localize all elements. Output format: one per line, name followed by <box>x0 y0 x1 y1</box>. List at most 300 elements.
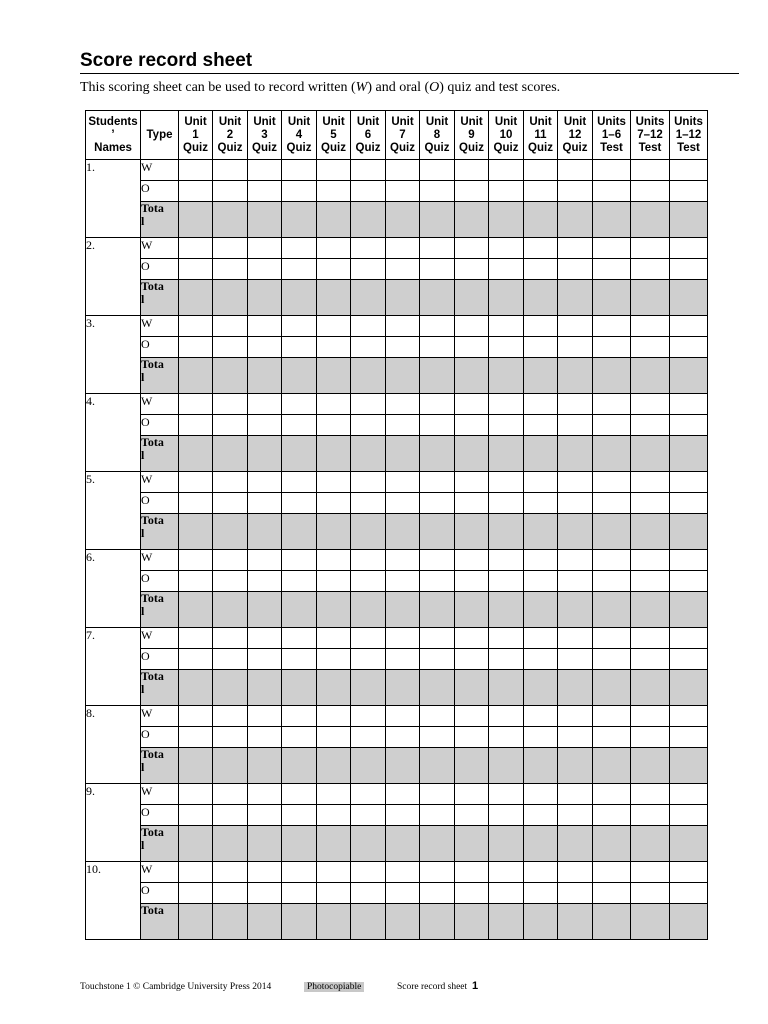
score-cell[interactable] <box>670 259 708 280</box>
score-cell[interactable] <box>179 436 213 472</box>
score-cell[interactable] <box>593 670 631 706</box>
score-cell[interactable] <box>489 805 524 826</box>
score-cell[interactable] <box>524 805 558 826</box>
score-cell[interactable] <box>179 316 213 337</box>
score-cell[interactable] <box>631 727 670 748</box>
score-cell[interactable] <box>386 670 420 706</box>
score-cell[interactable] <box>420 826 455 862</box>
score-cell[interactable] <box>179 628 213 649</box>
score-cell[interactable] <box>317 436 351 472</box>
score-cell[interactable] <box>631 493 670 514</box>
score-cell[interactable] <box>317 706 351 727</box>
score-cell[interactable] <box>386 493 420 514</box>
score-cell[interactable] <box>386 415 420 436</box>
score-cell[interactable] <box>317 592 351 628</box>
score-cell[interactable] <box>317 358 351 394</box>
score-cell[interactable] <box>558 550 593 571</box>
score-cell[interactable] <box>593 280 631 316</box>
score-cell[interactable] <box>670 805 708 826</box>
score-cell[interactable] <box>558 514 593 550</box>
score-cell[interactable] <box>455 181 489 202</box>
score-cell[interactable] <box>593 727 631 748</box>
score-cell[interactable] <box>558 649 593 670</box>
score-cell[interactable] <box>317 628 351 649</box>
score-cell[interactable] <box>593 358 631 394</box>
score-cell[interactable] <box>489 706 524 727</box>
score-cell[interactable] <box>524 826 558 862</box>
score-cell[interactable] <box>420 316 455 337</box>
score-cell[interactable] <box>420 628 455 649</box>
score-cell[interactable] <box>282 592 317 628</box>
score-cell[interactable] <box>248 706 282 727</box>
score-cell[interactable] <box>524 472 558 493</box>
score-cell[interactable] <box>213 181 248 202</box>
score-cell[interactable] <box>558 316 593 337</box>
score-cell[interactable] <box>558 202 593 238</box>
score-cell[interactable] <box>248 316 282 337</box>
score-cell[interactable] <box>593 862 631 883</box>
score-cell[interactable] <box>558 160 593 181</box>
score-cell[interactable] <box>631 337 670 358</box>
score-cell[interactable] <box>420 706 455 727</box>
score-cell[interactable] <box>317 160 351 181</box>
score-cell[interactable] <box>282 415 317 436</box>
score-cell[interactable] <box>386 883 420 904</box>
score-cell[interactable] <box>670 358 708 394</box>
score-cell[interactable] <box>455 493 489 514</box>
score-cell[interactable] <box>317 883 351 904</box>
score-cell[interactable] <box>386 436 420 472</box>
score-cell[interactable] <box>317 550 351 571</box>
score-cell[interactable] <box>317 238 351 259</box>
score-cell[interactable] <box>351 181 386 202</box>
score-cell[interactable] <box>386 259 420 280</box>
score-cell[interactable] <box>670 514 708 550</box>
score-cell[interactable] <box>455 628 489 649</box>
score-cell[interactable] <box>213 337 248 358</box>
score-cell[interactable] <box>631 238 670 259</box>
score-cell[interactable] <box>282 805 317 826</box>
score-cell[interactable] <box>386 358 420 394</box>
score-cell[interactable] <box>386 316 420 337</box>
score-cell[interactable] <box>489 181 524 202</box>
score-cell[interactable] <box>593 493 631 514</box>
score-cell[interactable] <box>524 628 558 649</box>
score-cell[interactable] <box>282 181 317 202</box>
score-cell[interactable] <box>386 649 420 670</box>
score-cell[interactable] <box>593 181 631 202</box>
score-cell[interactable] <box>524 259 558 280</box>
score-cell[interactable] <box>282 358 317 394</box>
score-cell[interactable] <box>670 706 708 727</box>
score-cell[interactable] <box>351 592 386 628</box>
score-cell[interactable] <box>593 472 631 493</box>
score-cell[interactable] <box>213 493 248 514</box>
score-cell[interactable] <box>317 670 351 706</box>
score-cell[interactable] <box>420 592 455 628</box>
score-cell[interactable] <box>317 727 351 748</box>
score-cell[interactable] <box>179 280 213 316</box>
score-cell[interactable] <box>282 862 317 883</box>
score-cell[interactable] <box>179 160 213 181</box>
score-cell[interactable] <box>248 883 282 904</box>
score-cell[interactable] <box>631 181 670 202</box>
score-cell[interactable] <box>248 571 282 592</box>
score-cell[interactable] <box>213 436 248 472</box>
score-cell[interactable] <box>248 514 282 550</box>
score-cell[interactable] <box>213 238 248 259</box>
score-cell[interactable] <box>282 670 317 706</box>
score-cell[interactable] <box>213 628 248 649</box>
score-cell[interactable] <box>282 571 317 592</box>
score-cell[interactable] <box>593 805 631 826</box>
score-cell[interactable] <box>558 592 593 628</box>
score-cell[interactable] <box>455 202 489 238</box>
score-cell[interactable] <box>317 904 351 940</box>
score-cell[interactable] <box>558 493 593 514</box>
score-cell[interactable] <box>420 862 455 883</box>
score-cell[interactable] <box>386 706 420 727</box>
score-cell[interactable] <box>317 316 351 337</box>
score-cell[interactable] <box>420 358 455 394</box>
score-cell[interactable] <box>489 160 524 181</box>
score-cell[interactable] <box>558 826 593 862</box>
score-cell[interactable] <box>248 160 282 181</box>
score-cell[interactable] <box>282 649 317 670</box>
score-cell[interactable] <box>524 883 558 904</box>
score-cell[interactable] <box>248 784 282 805</box>
score-cell[interactable] <box>317 202 351 238</box>
score-cell[interactable] <box>351 358 386 394</box>
score-cell[interactable] <box>489 904 524 940</box>
score-cell[interactable] <box>420 259 455 280</box>
score-cell[interactable] <box>558 280 593 316</box>
score-cell[interactable] <box>489 649 524 670</box>
score-cell[interactable] <box>386 472 420 493</box>
score-cell[interactable] <box>593 592 631 628</box>
score-cell[interactable] <box>670 316 708 337</box>
score-cell[interactable] <box>179 550 213 571</box>
score-cell[interactable] <box>455 394 489 415</box>
score-cell[interactable] <box>455 160 489 181</box>
score-cell[interactable] <box>524 670 558 706</box>
score-cell[interactable] <box>489 883 524 904</box>
score-cell[interactable] <box>386 238 420 259</box>
score-cell[interactable] <box>317 805 351 826</box>
score-cell[interactable] <box>489 727 524 748</box>
score-cell[interactable] <box>317 514 351 550</box>
score-cell[interactable] <box>386 202 420 238</box>
score-cell[interactable] <box>593 904 631 940</box>
score-cell[interactable] <box>455 415 489 436</box>
score-cell[interactable] <box>351 472 386 493</box>
score-cell[interactable] <box>670 571 708 592</box>
score-cell[interactable] <box>248 805 282 826</box>
score-cell[interactable] <box>593 649 631 670</box>
score-cell[interactable] <box>670 160 708 181</box>
score-cell[interactable] <box>489 238 524 259</box>
score-cell[interactable] <box>420 748 455 784</box>
score-cell[interactable] <box>351 649 386 670</box>
score-cell[interactable] <box>248 436 282 472</box>
score-cell[interactable] <box>248 337 282 358</box>
score-cell[interactable] <box>558 727 593 748</box>
score-cell[interactable] <box>386 394 420 415</box>
score-cell[interactable] <box>351 160 386 181</box>
score-cell[interactable] <box>179 202 213 238</box>
score-cell[interactable] <box>351 571 386 592</box>
score-cell[interactable] <box>351 337 386 358</box>
score-cell[interactable] <box>179 472 213 493</box>
score-cell[interactable] <box>179 904 213 940</box>
score-cell[interactable] <box>489 316 524 337</box>
score-cell[interactable] <box>213 202 248 238</box>
score-cell[interactable] <box>455 670 489 706</box>
score-cell[interactable] <box>593 316 631 337</box>
score-cell[interactable] <box>213 514 248 550</box>
score-cell[interactable] <box>420 883 455 904</box>
score-cell[interactable] <box>455 727 489 748</box>
score-cell[interactable] <box>179 862 213 883</box>
score-cell[interactable] <box>351 826 386 862</box>
score-cell[interactable] <box>593 883 631 904</box>
score-cell[interactable] <box>455 238 489 259</box>
score-cell[interactable] <box>213 259 248 280</box>
score-cell[interactable] <box>558 748 593 784</box>
score-cell[interactable] <box>558 670 593 706</box>
score-cell[interactable] <box>489 280 524 316</box>
score-cell[interactable] <box>420 550 455 571</box>
score-cell[interactable] <box>489 394 524 415</box>
score-cell[interactable] <box>351 805 386 826</box>
score-cell[interactable] <box>282 394 317 415</box>
score-cell[interactable] <box>455 826 489 862</box>
score-cell[interactable] <box>282 748 317 784</box>
score-cell[interactable] <box>558 628 593 649</box>
score-cell[interactable] <box>670 394 708 415</box>
score-cell[interactable] <box>420 649 455 670</box>
score-cell[interactable] <box>213 358 248 394</box>
score-cell[interactable] <box>179 259 213 280</box>
score-cell[interactable] <box>558 238 593 259</box>
score-cell[interactable] <box>420 436 455 472</box>
score-cell[interactable] <box>558 805 593 826</box>
score-cell[interactable] <box>351 883 386 904</box>
score-cell[interactable] <box>455 904 489 940</box>
score-cell[interactable] <box>631 826 670 862</box>
score-cell[interactable] <box>631 358 670 394</box>
score-cell[interactable] <box>455 436 489 472</box>
score-cell[interactable] <box>248 202 282 238</box>
score-cell[interactable] <box>670 826 708 862</box>
score-cell[interactable] <box>317 493 351 514</box>
score-cell[interactable] <box>489 415 524 436</box>
score-cell[interactable] <box>282 316 317 337</box>
score-cell[interactable] <box>631 649 670 670</box>
score-cell[interactable] <box>179 337 213 358</box>
score-cell[interactable] <box>386 805 420 826</box>
score-cell[interactable] <box>179 493 213 514</box>
score-cell[interactable] <box>670 550 708 571</box>
score-cell[interactable] <box>558 904 593 940</box>
score-cell[interactable] <box>670 784 708 805</box>
score-cell[interactable] <box>317 394 351 415</box>
score-cell[interactable] <box>248 826 282 862</box>
score-cell[interactable] <box>351 514 386 550</box>
score-cell[interactable] <box>248 415 282 436</box>
score-cell[interactable] <box>420 415 455 436</box>
score-cell[interactable] <box>489 670 524 706</box>
score-cell[interactable] <box>670 280 708 316</box>
score-cell[interactable] <box>386 784 420 805</box>
score-cell[interactable] <box>558 571 593 592</box>
score-cell[interactable] <box>179 649 213 670</box>
score-cell[interactable] <box>317 337 351 358</box>
score-cell[interactable] <box>351 493 386 514</box>
score-cell[interactable] <box>593 415 631 436</box>
score-cell[interactable] <box>179 727 213 748</box>
score-cell[interactable] <box>524 337 558 358</box>
score-cell[interactable] <box>670 181 708 202</box>
score-cell[interactable] <box>558 415 593 436</box>
score-cell[interactable] <box>420 238 455 259</box>
score-cell[interactable] <box>631 805 670 826</box>
score-cell[interactable] <box>455 784 489 805</box>
score-cell[interactable] <box>179 238 213 259</box>
score-cell[interactable] <box>593 706 631 727</box>
score-cell[interactable] <box>524 415 558 436</box>
score-cell[interactable] <box>351 748 386 784</box>
score-cell[interactable] <box>489 493 524 514</box>
score-cell[interactable] <box>524 862 558 883</box>
score-cell[interactable] <box>282 202 317 238</box>
score-cell[interactable] <box>631 259 670 280</box>
score-cell[interactable] <box>593 394 631 415</box>
score-cell[interactable] <box>317 784 351 805</box>
score-cell[interactable] <box>351 415 386 436</box>
score-cell[interactable] <box>213 550 248 571</box>
score-cell[interactable] <box>670 904 708 940</box>
score-cell[interactable] <box>248 238 282 259</box>
score-cell[interactable] <box>489 337 524 358</box>
score-cell[interactable] <box>593 550 631 571</box>
score-cell[interactable] <box>631 748 670 784</box>
score-cell[interactable] <box>524 784 558 805</box>
score-cell[interactable] <box>455 514 489 550</box>
score-cell[interactable] <box>351 862 386 883</box>
score-cell[interactable] <box>524 181 558 202</box>
score-cell[interactable] <box>631 883 670 904</box>
score-cell[interactable] <box>420 394 455 415</box>
score-cell[interactable] <box>670 727 708 748</box>
score-cell[interactable] <box>248 472 282 493</box>
score-cell[interactable] <box>524 238 558 259</box>
score-cell[interactable] <box>524 514 558 550</box>
score-cell[interactable] <box>420 280 455 316</box>
score-cell[interactable] <box>213 394 248 415</box>
score-cell[interactable] <box>213 805 248 826</box>
score-cell[interactable] <box>670 238 708 259</box>
score-cell[interactable] <box>489 202 524 238</box>
score-cell[interactable] <box>282 280 317 316</box>
score-cell[interactable] <box>631 415 670 436</box>
score-cell[interactable] <box>593 826 631 862</box>
score-cell[interactable] <box>631 592 670 628</box>
score-cell[interactable] <box>455 571 489 592</box>
score-cell[interactable] <box>213 280 248 316</box>
score-cell[interactable] <box>631 316 670 337</box>
score-cell[interactable] <box>248 628 282 649</box>
score-cell[interactable] <box>351 904 386 940</box>
score-cell[interactable] <box>524 160 558 181</box>
score-cell[interactable] <box>489 784 524 805</box>
score-cell[interactable] <box>248 550 282 571</box>
score-cell[interactable] <box>213 160 248 181</box>
score-cell[interactable] <box>213 883 248 904</box>
score-cell[interactable] <box>524 592 558 628</box>
score-cell[interactable] <box>670 748 708 784</box>
score-cell[interactable] <box>489 259 524 280</box>
score-cell[interactable] <box>386 550 420 571</box>
score-cell[interactable] <box>179 805 213 826</box>
score-cell[interactable] <box>489 571 524 592</box>
score-cell[interactable] <box>317 415 351 436</box>
score-cell[interactable] <box>455 337 489 358</box>
score-cell[interactable] <box>351 550 386 571</box>
score-cell[interactable] <box>524 493 558 514</box>
score-cell[interactable] <box>213 826 248 862</box>
score-cell[interactable] <box>455 883 489 904</box>
score-cell[interactable] <box>386 904 420 940</box>
score-cell[interactable] <box>386 181 420 202</box>
score-cell[interactable] <box>670 628 708 649</box>
score-cell[interactable] <box>558 472 593 493</box>
score-cell[interactable] <box>455 259 489 280</box>
score-cell[interactable] <box>386 628 420 649</box>
score-cell[interactable] <box>179 592 213 628</box>
score-cell[interactable] <box>351 202 386 238</box>
score-cell[interactable] <box>593 784 631 805</box>
score-cell[interactable] <box>386 727 420 748</box>
score-cell[interactable] <box>524 358 558 394</box>
score-cell[interactable] <box>179 571 213 592</box>
score-cell[interactable] <box>593 202 631 238</box>
score-cell[interactable] <box>489 514 524 550</box>
score-cell[interactable] <box>631 202 670 238</box>
score-cell[interactable] <box>386 571 420 592</box>
score-cell[interactable] <box>282 238 317 259</box>
score-cell[interactable] <box>213 472 248 493</box>
score-cell[interactable] <box>524 571 558 592</box>
score-cell[interactable] <box>213 571 248 592</box>
score-cell[interactable] <box>213 415 248 436</box>
score-cell[interactable] <box>351 259 386 280</box>
score-cell[interactable] <box>351 436 386 472</box>
score-cell[interactable] <box>524 649 558 670</box>
score-cell[interactable] <box>213 706 248 727</box>
score-cell[interactable] <box>420 181 455 202</box>
score-cell[interactable] <box>420 805 455 826</box>
score-cell[interactable] <box>631 514 670 550</box>
score-cell[interactable] <box>317 259 351 280</box>
score-cell[interactable] <box>489 550 524 571</box>
score-cell[interactable] <box>351 280 386 316</box>
score-cell[interactable] <box>670 436 708 472</box>
score-cell[interactable] <box>593 571 631 592</box>
score-cell[interactable] <box>213 748 248 784</box>
score-cell[interactable] <box>420 202 455 238</box>
score-cell[interactable] <box>248 727 282 748</box>
